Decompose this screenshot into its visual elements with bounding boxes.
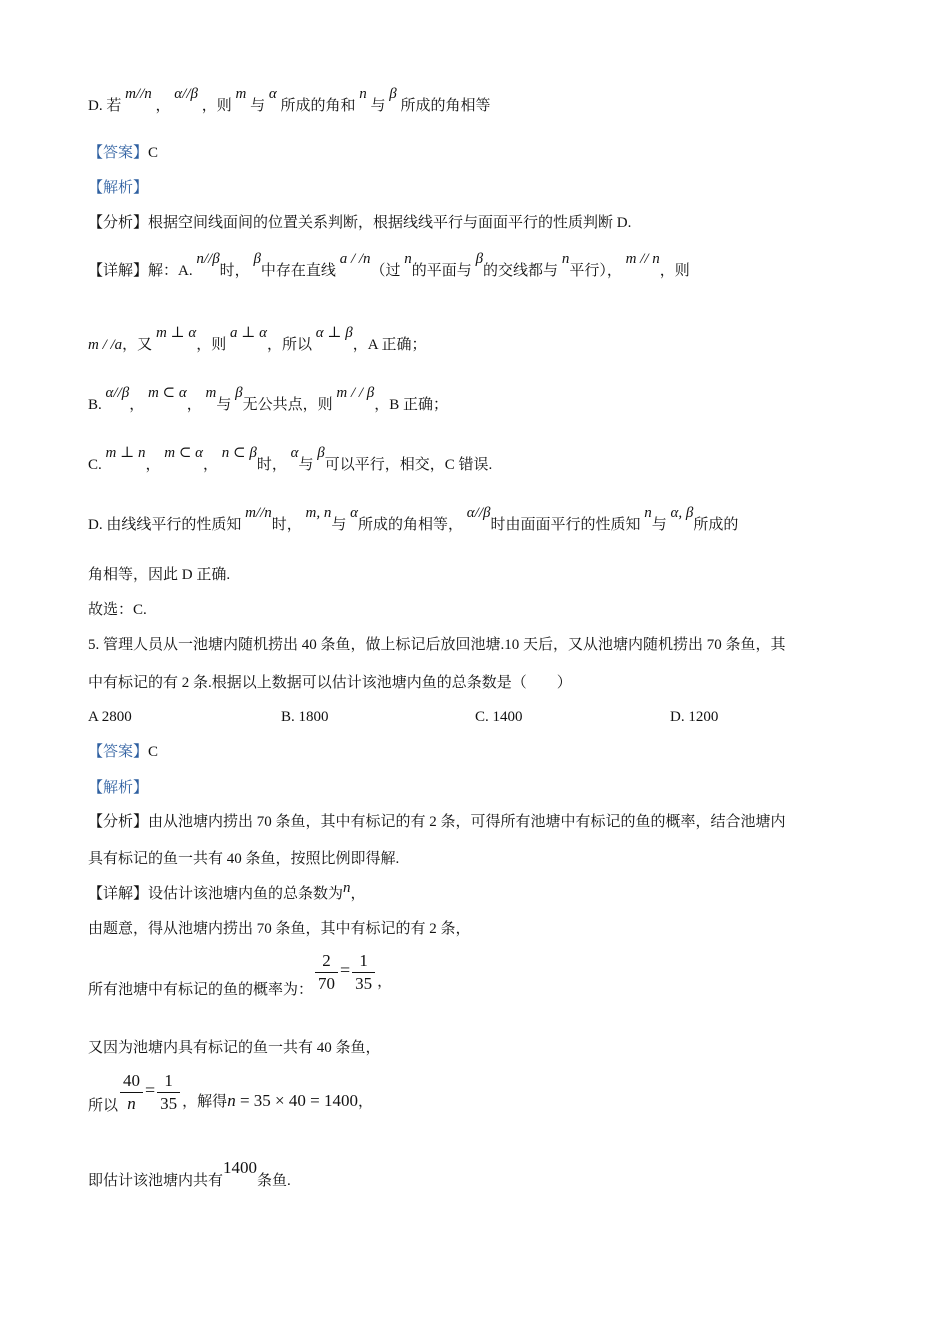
math: m — [235, 86, 247, 102]
text: D. 若 — [88, 98, 122, 114]
text: 平行）， — [569, 263, 622, 279]
answer-line — [88, 143, 158, 163]
math: m ⊂ α — [147, 385, 187, 401]
text: ， — [145, 457, 161, 473]
text: 中存在直线 — [260, 263, 336, 279]
text: ，解得 — [182, 1093, 228, 1110]
text: 的交线都与 — [483, 263, 559, 279]
math: a / /n — [339, 251, 371, 267]
math: β — [317, 445, 325, 461]
detail-c — [88, 445, 493, 475]
text: 与 — [651, 517, 667, 533]
math: α — [290, 445, 299, 461]
detail-d-cont: 角相等，因此 D 正确. — [88, 567, 231, 583]
text: 与 — [370, 98, 386, 114]
detail-tag: 【详解】 — [88, 263, 149, 279]
math: n — [359, 86, 367, 102]
text: D. 由线线平行的性质知 — [88, 517, 242, 533]
math: m//n — [125, 86, 152, 102]
equals: = — [340, 959, 351, 980]
question-5-line2: 中有标记的有 2 条.根据以上数据可以估计该池塘内鱼的总条数是（ ） — [88, 675, 572, 691]
math: m / /a — [88, 337, 123, 353]
detail5-line — [88, 880, 366, 904]
choose-line: 故选：C. — [88, 602, 147, 618]
step4 — [88, 1070, 373, 1115]
fraction — [315, 950, 338, 995]
text: ， — [155, 98, 171, 114]
text: 解：A. — [148, 263, 193, 279]
detail-a-line2 — [88, 325, 427, 355]
math: n//β — [196, 251, 220, 267]
math: m ⊂ α — [164, 445, 204, 461]
detail-a-line1 — [88, 251, 690, 281]
analysis-tag — [88, 178, 148, 198]
answer-tag: 【答案】 — [88, 145, 149, 161]
math: β — [235, 385, 243, 401]
text: 无公共点，则 — [242, 397, 333, 413]
question-5-line1: 5. 管理人员从一池塘内随机捞出 40 条鱼，做上标记后放回池塘.10 天后，又从池塘内随机捞出 70 条鱼，其 — [88, 637, 786, 653]
text: 可以平行，相交，C 错误. — [324, 457, 493, 473]
math: n — [227, 1090, 236, 1110]
text: 与 — [298, 457, 314, 473]
text: 时， — [256, 457, 287, 473]
text: 设估计该池塘内鱼的总条数为 — [148, 886, 344, 902]
text: ， — [203, 457, 219, 473]
text: B. — [88, 397, 102, 413]
option-a: A 2800 — [88, 709, 132, 725]
math: m ⊥ α — [155, 325, 197, 341]
detail-d — [88, 505, 739, 535]
options-row — [88, 707, 868, 727]
text: 时， — [271, 517, 302, 533]
analysis-tag-2 — [88, 778, 148, 798]
math: α//β — [174, 86, 198, 102]
math: β — [389, 86, 397, 102]
math: n — [644, 505, 652, 521]
option-d: D. 1200 — [670, 709, 719, 725]
numerator: 2 — [315, 950, 338, 973]
math: n — [343, 880, 351, 896]
fraction — [120, 1070, 143, 1115]
text: 所成的角相等 — [400, 98, 491, 114]
text: 由从池塘内捞出 70 条鱼，其中有标记的有 2 条，可得所有池塘中有标记的鱼的概率，结合池塘内 — [148, 814, 786, 830]
math: β — [475, 251, 484, 267]
numerator: 40 — [120, 1070, 143, 1093]
text: 所以 — [88, 1097, 119, 1114]
step1: 由题意，得从池塘内捞出 70 条鱼，其中有标记的有 2 条， — [88, 921, 471, 937]
fenxi-tag: 【分析】 — [88, 215, 149, 231]
text: ， — [350, 886, 366, 902]
math: 1400 — [223, 1158, 258, 1177]
denominator: 35 — [355, 974, 373, 993]
option-c: C. 1400 — [475, 709, 523, 725]
detail-b — [88, 385, 449, 415]
text: ，则 — [659, 263, 690, 279]
text: （过 — [370, 263, 401, 279]
answer-line-2 — [88, 742, 158, 762]
text: ， — [186, 397, 202, 413]
text: 所有池塘中有标记的鱼的概率为： — [88, 981, 314, 998]
text: ， — [129, 397, 145, 413]
text: 所成的 — [693, 517, 739, 533]
text: ，B 正确； — [374, 397, 449, 413]
option-d-statement — [88, 86, 491, 116]
math: α//β — [105, 385, 130, 401]
text: 与 — [216, 397, 232, 413]
text: 所成的角相等， — [358, 517, 464, 533]
text: ， — [357, 1093, 373, 1110]
fenxi-tag: 【分析】 — [88, 814, 149, 830]
text: C. — [88, 457, 102, 473]
denominator: 35 — [160, 1094, 178, 1113]
math: m ⊥ n — [105, 445, 146, 461]
text: 时由面面平行的性质知 — [490, 517, 641, 533]
text: 所成的角和 — [280, 98, 356, 114]
text: ，则 — [201, 98, 232, 114]
text: ，所以 — [267, 337, 313, 353]
analysis-label: 【解析】 — [88, 180, 149, 196]
math: m // n — [625, 251, 660, 267]
analysis-summary — [88, 213, 631, 233]
math: m / / β — [336, 385, 375, 401]
math: n — [404, 251, 412, 267]
fraction — [157, 1070, 180, 1115]
math: n — [561, 251, 570, 267]
math: β — [253, 251, 261, 267]
text: 条鱼. — [257, 1173, 291, 1189]
text: ，A 正确； — [352, 337, 427, 353]
answer-tag: 【答案】 — [88, 744, 149, 760]
denominator: n — [127, 1094, 136, 1113]
step2 — [88, 950, 393, 998]
fenxi-text: 根据空间线面间的位置关系判断，根据线线平行与面面平行的性质判断 D. — [148, 215, 632, 231]
text: ，又 — [122, 337, 153, 353]
math: m//n — [245, 505, 272, 521]
text: ， — [377, 973, 393, 990]
step5 — [88, 1158, 291, 1191]
math: α — [350, 505, 359, 521]
denominator: 70 — [318, 974, 336, 993]
equals: = — [145, 1079, 156, 1100]
math: m — [205, 385, 217, 401]
text: 与 — [331, 517, 347, 533]
answer-value-c: C — [148, 744, 159, 760]
fraction — [352, 950, 375, 995]
fenxi2-line2: 具有标记的鱼一共有 40 条鱼，按照比例即得解. — [88, 851, 400, 867]
text: 时， — [219, 263, 250, 279]
math: n ⊂ β — [221, 445, 257, 461]
option-b: B. 1800 — [281, 709, 329, 725]
text: 的平面与 — [411, 263, 472, 279]
detail-tag: 【详解】 — [88, 886, 149, 902]
fenxi2-line1 — [88, 812, 786, 832]
answer-value: C — [148, 145, 159, 161]
numerator: 1 — [352, 950, 375, 973]
math: α, β — [670, 505, 694, 521]
numerator: 1 — [157, 1070, 180, 1093]
math: α — [268, 86, 277, 102]
math: m, n — [305, 505, 332, 521]
step3: 又因为池塘内具有标记的鱼一共有 40 条鱼， — [88, 1040, 381, 1056]
text: 与 — [250, 98, 266, 114]
math: = 35 × 40 = 1400 — [235, 1090, 358, 1110]
math: α ⊥ β — [315, 325, 353, 341]
analysis-label: 【解析】 — [88, 780, 149, 796]
text: ，则 — [196, 337, 227, 353]
math: a ⊥ α — [230, 325, 267, 341]
text: 即估计该池塘内共有 — [88, 1173, 224, 1189]
math: α//β — [466, 505, 491, 521]
